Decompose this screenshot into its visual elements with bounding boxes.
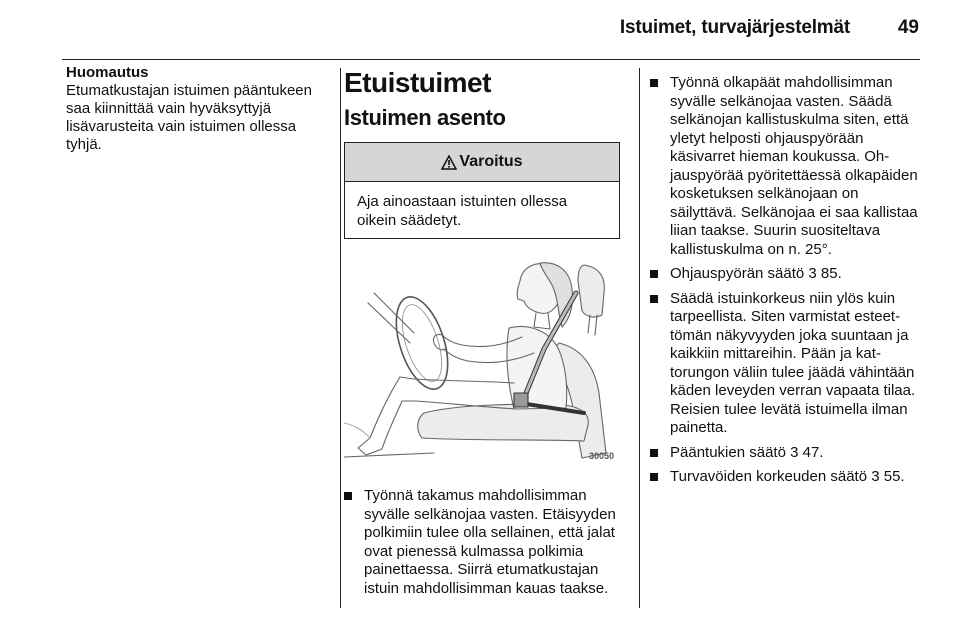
header-title: Istuimet, turvajärjestelmät xyxy=(619,17,850,38)
list-item xyxy=(650,265,924,284)
warning-box xyxy=(344,142,620,239)
list-item xyxy=(344,487,626,598)
list-item xyxy=(650,468,924,487)
bullet-square-icon xyxy=(344,492,352,500)
list-item-text: Työnnä takamus mahdollisimman syvälle selkänojaa vasten. Etäisyyden polkimiin tulee olla sellainen, että jalat ovat pienessä kulmassa polkimia painettaessa. Siirrä etumatkustajan istuin mahdollisimman kauas taakse. xyxy=(364,487,616,597)
note-title: Huomautus xyxy=(66,64,149,81)
driver-seat-drawing xyxy=(344,253,620,463)
column-divider-right xyxy=(639,68,640,608)
column-3 xyxy=(650,74,924,493)
column-1 xyxy=(66,64,334,154)
seat-position-illustration xyxy=(344,253,620,463)
subsection-heading: Istuimen asento xyxy=(344,105,506,130)
list-item-text: Pääntukien säätö 3 47. xyxy=(670,443,824,461)
warning-title: Varoitus xyxy=(459,153,523,170)
list-item-text: Ohjauspyörän säätö 3 85. xyxy=(670,265,842,282)
section-heading: Etuistuimet xyxy=(344,67,491,98)
figure-number: 30050 xyxy=(588,451,614,461)
column-divider-left xyxy=(340,68,341,608)
bullet-square-icon xyxy=(650,449,658,457)
list-item-text: Turvavöiden korkeuden säätö 3 55. xyxy=(670,468,905,485)
note-text: Etumatkustajan istuimen pääntukeen saa kiinnittää vain hyväksyttyjä lisävarusteita vain istuimen ollessa tyhjä. xyxy=(66,82,312,153)
warning-triangle-icon xyxy=(441,155,457,170)
bullet-list-col3 xyxy=(650,74,924,487)
warning-text: Aja ainoastaan istuinten ollessa oikein säädetyt. xyxy=(357,193,568,229)
header-rule xyxy=(62,59,920,60)
list-item-text: Säädä istuinkorkeus niin ylös kuin tarpeellista. Siten varmistat esteettömän näkyvyyden joka suuntaan ja kaikkiin mittareihin. Pään ja kattorungon väliin tulee jäädä vähintään käden leveyden verran vapaata tilaa. Reisien tulee levätä istuimella ilman painetta. xyxy=(670,289,916,436)
list-item xyxy=(650,444,924,463)
list-item xyxy=(650,74,924,259)
list-item-text: Työnnä olkapäät mahdollisimman syvälle selkänojaa vasten. Säädä selkänojan kallistuskulma siten, että yletyt helposti ohjauspyörään käsivarret hieman koukussa. Ohjauspyörää pyöritettäessä olkapäiden kosketuksen selkänojaan on säilyttävä. Selkänojaa ei saa kallistaa liian taakse. Suurin suositeltava kallistuskulma on n. 25°. xyxy=(670,74,918,258)
column-2 xyxy=(344,66,626,604)
page-number: 49 xyxy=(897,17,919,38)
bullet-square-icon xyxy=(650,79,658,87)
bullet-square-icon xyxy=(650,270,658,278)
bullet-list-col2 xyxy=(344,487,626,598)
warning-header xyxy=(345,143,619,182)
page-header xyxy=(0,0,960,60)
bullet-square-icon xyxy=(650,295,658,303)
list-item xyxy=(650,290,924,438)
bullet-square-icon xyxy=(650,473,658,481)
